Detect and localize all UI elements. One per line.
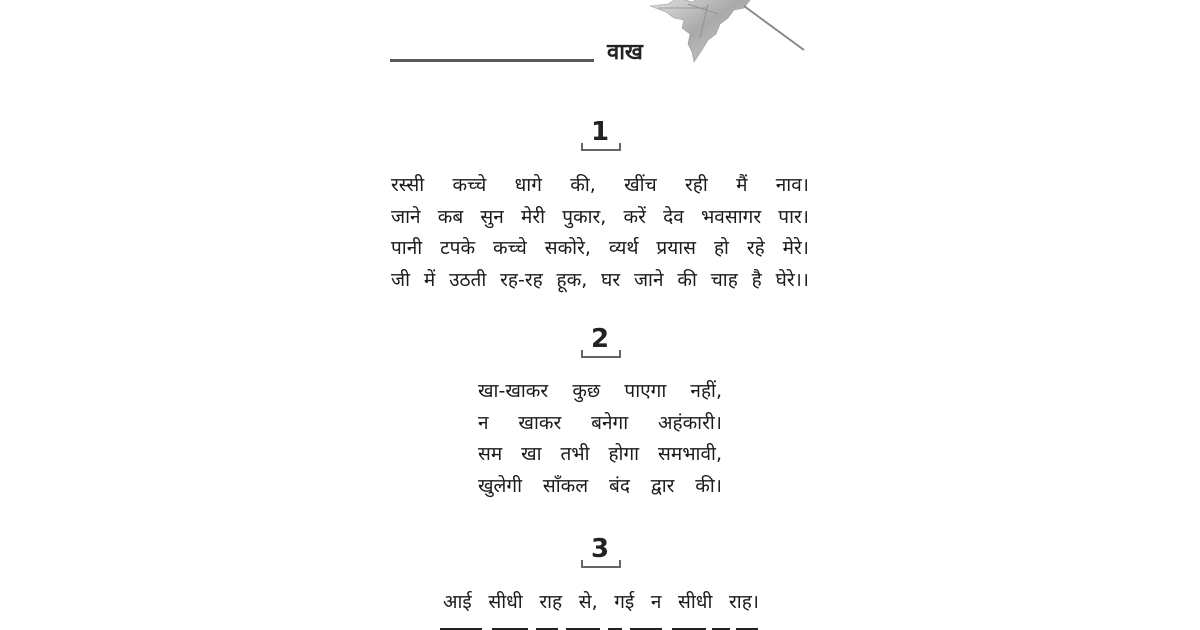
stanza-3 [443, 587, 759, 619]
verse-line: न खाकर बनेगा अहंकारी। [478, 411, 722, 434]
stanza-number-bracket [581, 560, 621, 568]
stanza-number-1: 1 [590, 117, 610, 147]
stanza-number-3: 3 [590, 534, 610, 564]
cut-off-verse-line [440, 626, 758, 630]
verse-line: जाने कब सुन मेरी पुकार, करें देव भवसागर पार। [391, 205, 809, 228]
stanza-number-2: 2 [590, 324, 610, 354]
title-rule [390, 59, 594, 62]
page-title: वाख [607, 40, 643, 65]
verse-line: खा-खाकर कुछ पाएगा नहीं, [478, 380, 722, 402]
verse-line: आई सीधी राह से, गई न सीधी राह। [443, 591, 759, 613]
stanza-2 [478, 376, 722, 502]
stanza-1 [391, 170, 809, 296]
verse-line: पानी टपके कच्चे सकोरे, व्यर्थ प्रयास हो रहे मेरे। [391, 237, 809, 259]
maple-leaf-icon [648, 0, 808, 68]
stanza-number-bracket [581, 350, 621, 358]
verse-line: सम खा तभी होगा समभावी, [478, 443, 722, 465]
verse-line: खुलेगी साँकल बंद द्वार की। [478, 474, 722, 497]
verse-line: जी में उठती रह-रह हूक, घर जाने की चाह है घेरे।। [391, 268, 809, 291]
verse-line: रस्सी कच्चे धागे की, खींच रही मैं नाव। [391, 174, 809, 196]
stanza-number-bracket [581, 143, 621, 151]
